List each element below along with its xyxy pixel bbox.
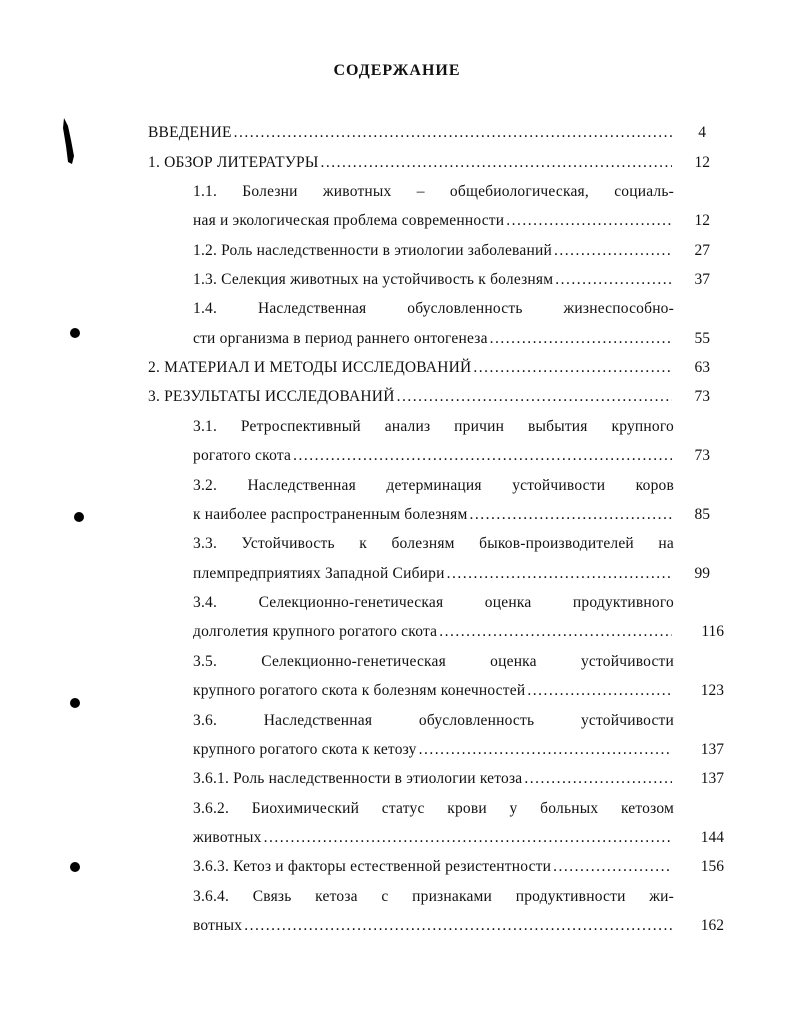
toc-entry-s32-line1: 3.2. Наследственная детерминация устойчивости коров <box>193 477 674 494</box>
toc-page-number: 162 <box>700 917 724 934</box>
toc-entry-text: к наиболее распространенным болезням <box>193 506 468 523</box>
toc-entry-text: 1.2. Роль наследственности в этиологии заболеваний <box>193 242 552 259</box>
toc-entry-text: 1. ОБЗОР ЛИТЕРАТУРЫ <box>148 154 319 171</box>
page-title: СОДЕРЖАНИЕ <box>333 62 461 79</box>
toc-entry-s34 <box>193 620 674 644</box>
toc-page-number: 123 <box>700 682 724 699</box>
toc-entry-s11-line1: 1.1. Болезни животных – общебиологическая, социаль- <box>193 183 674 200</box>
toc-entry-s363 <box>193 855 674 879</box>
toc-entry-ch2 <box>148 356 674 380</box>
toc-entry-s32 <box>193 503 674 527</box>
toc-page-number: 99 <box>694 565 710 582</box>
ink-stroke-mark <box>62 116 76 166</box>
dot-leader <box>264 826 672 850</box>
toc-entry-s34-line1: 3.4. Селекционно-генетическая оценка продуктивного <box>193 594 674 611</box>
toc-entry-text: 1.3. Селекция животных на устойчивость к болезням <box>193 271 554 288</box>
toc-entry-s31 <box>193 444 674 468</box>
toc-entry-s364-line1: 3.6.4. Связь кетоза с признаками продуктивности жи- <box>193 888 674 905</box>
dot-leader <box>447 562 672 586</box>
toc-page-number: 156 <box>700 858 724 875</box>
dot-leader <box>554 239 672 263</box>
toc-entry-s36-line1: 3.6. Наследственная обусловленность устойчивости <box>193 712 674 729</box>
binding-hole-mark <box>74 512 84 522</box>
toc-page-number: 73 <box>694 388 710 405</box>
toc-entry-text: животных <box>193 829 262 846</box>
dot-leader <box>524 767 672 791</box>
toc-entry-intro <box>148 121 674 145</box>
toc-page-number: 55 <box>694 330 710 347</box>
dot-leader <box>470 503 673 527</box>
dot-leader <box>553 855 672 879</box>
toc-entry-text: 3. РЕЗУЛЬТАТЫ ИССЛЕДОВАНИЙ <box>148 388 395 405</box>
toc-entry-text: крупного рогатого скота к болезням конечностей <box>193 682 526 699</box>
dot-leader <box>490 327 672 351</box>
toc-entry-text: 2. МАТЕРИАЛ И МЕТОДЫ ИССЛЕДОВАНИЙ <box>148 359 472 376</box>
toc-entry-s364 <box>193 914 674 938</box>
toc-entry-text: долголетия крупного рогатого скота <box>193 623 438 640</box>
binding-hole-mark <box>70 328 80 338</box>
toc-entry-text: вотных <box>193 917 243 934</box>
toc-page-number: 73 <box>694 447 710 464</box>
dot-leader <box>321 151 672 175</box>
toc-entry-s33 <box>193 562 674 586</box>
toc-entry-text: ная и экологическая проблема современности <box>193 212 505 229</box>
toc-page-number: 63 <box>694 359 710 376</box>
toc-page-number: 144 <box>700 829 724 846</box>
toc-entry-s11 <box>193 209 674 233</box>
dot-leader <box>555 268 672 292</box>
toc-entry-text: крупного рогатого скота к кетозу <box>193 741 417 758</box>
dot-leader <box>506 209 672 233</box>
toc-entry-ch3 <box>148 385 674 409</box>
dot-leader <box>419 738 672 762</box>
binding-hole-mark <box>70 698 80 708</box>
toc-page-number: 137 <box>700 770 724 787</box>
toc-entry-text: племпредприятиях Западной Сибири <box>193 565 445 582</box>
binding-hole-mark <box>70 862 80 872</box>
toc-entry-text: сти организма в период раннего онтогенеза <box>193 330 488 347</box>
toc-entry-s35-line1: 3.5. Селекционно-генетическая оценка устойчивости <box>193 653 674 670</box>
toc-page-number: 116 <box>701 623 724 640</box>
toc-entry-text: рогатого скота <box>193 447 292 464</box>
toc-entry-s36 <box>193 738 674 762</box>
toc-page-number: 137 <box>700 741 724 758</box>
dot-leader <box>244 914 672 938</box>
toc-entry-s14-line1: 1.4. Наследственная обусловленность жизнеспособно- <box>193 300 674 317</box>
toc-entry-s35 <box>193 679 674 703</box>
dot-leader <box>234 121 672 145</box>
toc-entry-s31-line1: 3.1. Ретроспективный анализ причин выбытия крупного <box>193 418 674 435</box>
toc-entry-s13 <box>193 268 674 292</box>
toc-page-number: 12 <box>694 154 710 171</box>
toc-page-number: 4 <box>698 124 706 141</box>
toc-entry-s14 <box>193 327 674 351</box>
dot-leader <box>527 679 672 703</box>
toc-page-number: 12 <box>694 212 710 229</box>
toc-entry-s33-line1: 3.3. Устойчивость к болезням быков-производителей на <box>193 535 674 552</box>
toc-entry-text: ВВЕДЕНИЕ <box>148 124 232 141</box>
dot-leader <box>473 356 672 380</box>
dot-leader <box>439 620 672 644</box>
toc-entry-s12 <box>193 239 674 263</box>
toc-entry-s362-line1: 3.6.2. Биохимический статус крови у больных кетозом <box>193 800 674 817</box>
toc-page-number: 37 <box>694 271 710 288</box>
toc-entry-ch1 <box>148 151 674 175</box>
toc-entry-s361 <box>193 767 674 791</box>
dot-leader <box>293 444 672 468</box>
dot-leader <box>397 385 672 409</box>
toc-page-number: 85 <box>694 506 710 523</box>
toc-entry-text: 3.6.3. Кетоз и факторы естественной резистентности <box>193 858 552 875</box>
toc-page-number: 27 <box>694 242 710 259</box>
toc-entry-s362 <box>193 826 674 850</box>
toc-entry-text: 3.6.1. Роль наследственности в этиологии кетоза <box>193 770 523 787</box>
